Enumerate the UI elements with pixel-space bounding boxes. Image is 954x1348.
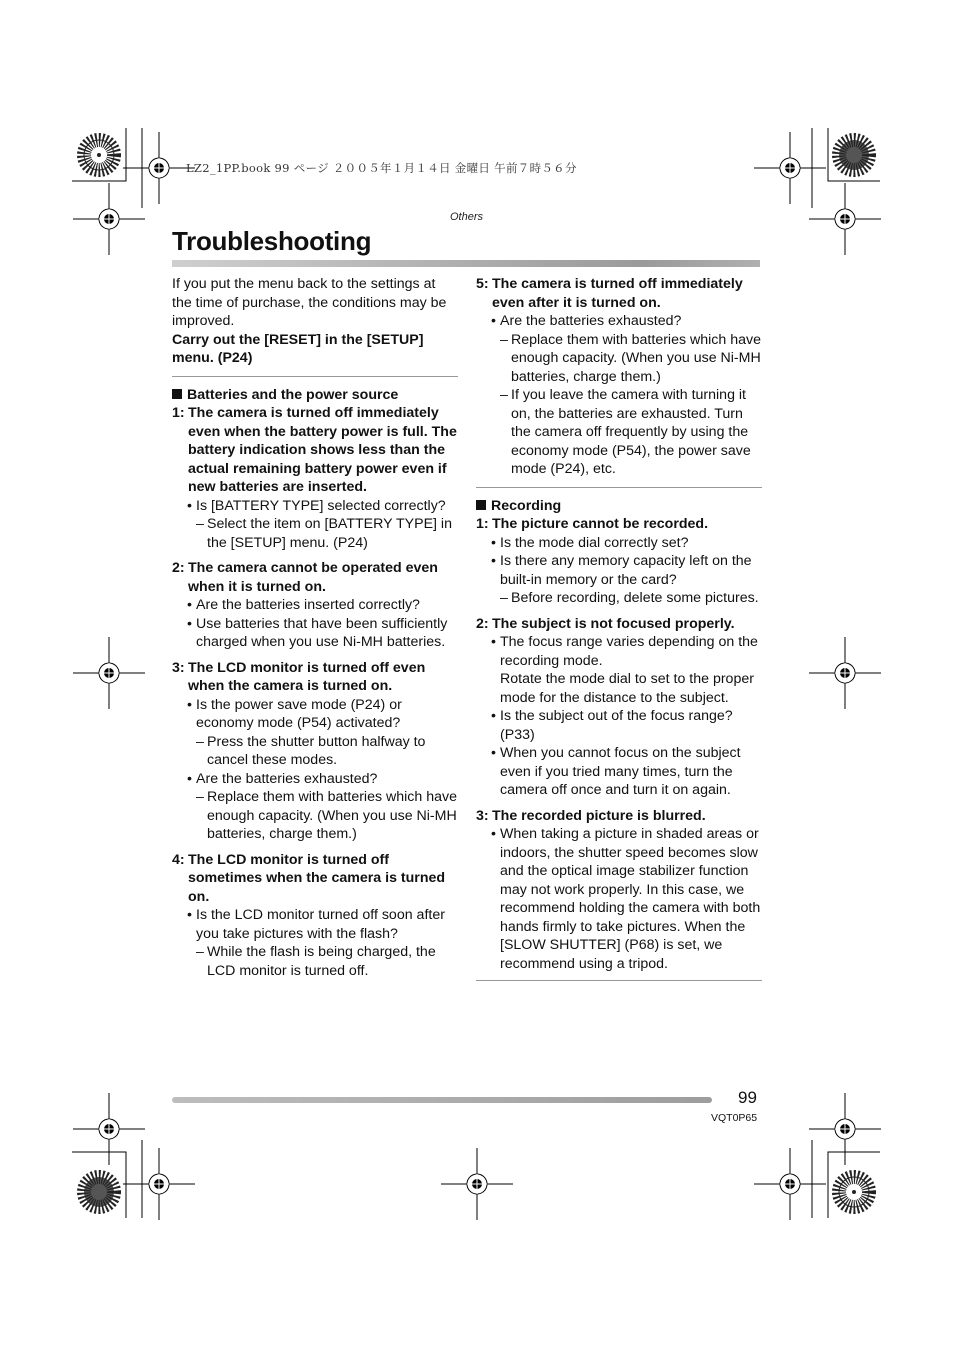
divider [476,980,762,981]
bullet: • Are the batteries exhausted? [476,312,762,331]
bullet: • The focus range varies depending on the recording mode. [476,633,762,670]
bullet: • Is [BATTERY TYPE] selected correctly? [172,497,458,516]
section-label: Others [450,211,484,223]
sub-bullet: – Replace them with batteries which have enough capacity. (When you use Ni-MH batteries, charge them.) [476,331,762,387]
bullet: • When you cannot focus on the subject even if you tried many times, turn the camera off once and turn it on again. [476,744,762,800]
bullet-continuation: Rotate the mode dial to set to the proper mode for the distance to the subject. [500,671,754,706]
right-column [476,275,762,990]
square-bullet-icon [172,389,182,399]
divider [172,376,458,377]
bullet: • Is the mode dial correctly set? [476,534,762,553]
sub-bullet: – Press the shutter button halfway to cancel these modes. [172,733,458,770]
intro-bold-text: Carry out the [RESET] in the [SETUP] menu. (P24) [172,331,424,366]
question-4: 4: The LCD monitor is turned off sometimes when the camera is turned on. [172,851,446,905]
intro-text: If you put the menu back to the settings at the time of purchase, the conditions may be improved. [172,276,447,329]
bullet: • Is the subject out of the focus range? (P33) [476,707,762,744]
sub-bullet: – Before recording, delete some pictures. [476,589,762,608]
print-header-line: LZ2_1PP.book 99 ページ ２００５年１月１４日 金曜日 午前７時５６分 [186,161,577,175]
bullet: • Is the power save mode (P24) or economy mode (P54) activated? [172,696,458,733]
recording-question-2: 2: The subject is not focused properly. [476,615,735,632]
divider [476,487,762,488]
question-2: 2: The camera cannot be operated even when it is turned on. [172,560,438,595]
section-heading-batteries: Batteries and the power source [172,386,458,405]
bullet: • Is there any memory capacity left on the built-in memory or the card? [476,552,762,589]
sub-bullet: – Replace them with batteries which have enough capacity. (When you use Ni-MH batteries, charge them.) [172,788,458,844]
footer-bar [172,1097,712,1103]
title-underline-bar [172,260,760,267]
bullet: • Are the batteries exhausted? [172,770,458,789]
bullet: • Are the batteries inserted correctly? [172,596,458,615]
left-column [172,275,458,980]
document-code: VQT0P65 [711,1112,758,1124]
bullet: • Use batteries that have been sufficiently charged when you use Ni-MH batteries. [172,615,458,652]
sub-bullet: – While the flash is being charged, the LCD monitor is turned off. [172,943,458,980]
bullet: • When taking a picture in shaded areas or indoors, the shutter speed becomes slow and the optical image stabilizer function may not work properly. In this case, we recommend holding the camera with both hands firmly to take pictures. When the [SLOW SHUTTER] (P68) is set, we recommend using a tripod. [476,825,762,973]
sub-bullet: – If you leave the camera with turning it on, the batteries are exhausted. Turn the camera off frequently by using the economy mode (P54), the power save mode (P24), etc. [476,386,762,479]
page-title: Troubleshooting [172,226,372,256]
section-heading-recording: Recording [476,497,762,516]
question-3: 3: The LCD monitor is turned off even when the camera is turned on. [172,659,426,694]
recording-question-1: 1: The picture cannot be recorded. [476,516,709,532]
bullet: • Is the LCD monitor turned off soon after you take pictures with the flash? [172,906,458,943]
recording-question-3: 3: The recorded picture is blurred. [476,807,706,824]
page-number: 99 [738,1088,757,1107]
question-1: 1: The camera is turned off immediately even when the battery power is full. The battery indication shows less than the actual remaining battery power even if new batteries are inserted. [172,405,457,495]
square-bullet-icon [476,500,486,510]
sub-bullet: – Select the item on [BATTERY TYPE] in the [SETUP] menu. (P24) [172,515,458,552]
question-5: 5: The camera is turned off immediately even after it is turned on. [476,276,743,311]
